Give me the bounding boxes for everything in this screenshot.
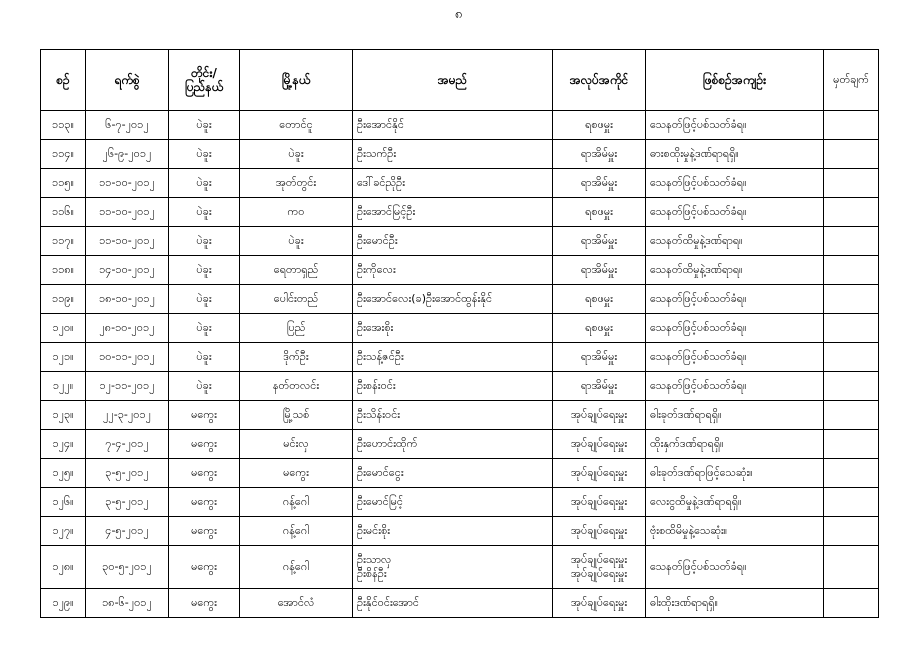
name-cell <box>353 169 553 198</box>
table-row <box>41 256 879 285</box>
township-cell: ပေါင်းတည် <box>240 285 353 314</box>
incident-cell: ဓါးထိုးဒဏ်ရာရရှိ။ <box>646 589 824 618</box>
incident-cell: သေနတ်ဖြင့်ပစ်သတ်ခံရ။ <box>646 169 824 198</box>
name-line: ဦးကိုလေး <box>357 263 396 276</box>
date-cell: ၃-၅-၂၀၁၂ <box>86 488 169 517</box>
organization-cell <box>553 343 646 372</box>
row-number: ၁၁၆။ <box>41 198 86 227</box>
table-row <box>41 227 879 256</box>
township-cell: အုတ်တွင်း <box>240 169 353 198</box>
date-cell: ၁၂-၁၁-၂၀၁၂ <box>86 372 169 401</box>
region-cell: မကွေး <box>169 589 240 618</box>
table-row <box>41 285 879 314</box>
name-line: ဦးအေးစိုး <box>357 321 394 334</box>
organization-cell <box>553 227 646 256</box>
header-region: တိုင်း/ ပြည်နယ် <box>169 50 240 111</box>
remarks-cell <box>824 517 879 546</box>
remarks-cell <box>824 343 879 372</box>
name-cell <box>353 227 553 256</box>
organization-line: ရာအိမ်မှူး <box>580 147 618 160</box>
row-number: ၁၁၇။ <box>41 227 86 256</box>
organization-line: အုပ်ချုပ်ရေးမှူး <box>570 553 628 566</box>
row-number: ၁၂၃။ <box>41 401 86 430</box>
date-cell: ၆-၇-၂၀၁၂ <box>86 111 169 140</box>
region-cell: ပဲခူး <box>169 227 240 256</box>
organization-line: အုပ်ချုပ်ရေးမှူး <box>570 596 628 609</box>
page-number: ၈ <box>454 7 463 22</box>
incident-cell: သေနတ်ဖြင့်ပစ်သတ်ခံရ။ <box>646 111 824 140</box>
table-row <box>41 314 879 343</box>
remarks-cell <box>824 430 879 459</box>
name-line: ဦးသက်ဦး <box>357 147 397 160</box>
date-cell: ၁၈-၁၀-၂၀၁၂ <box>86 285 169 314</box>
name-cell <box>353 546 553 589</box>
table-row <box>41 198 879 227</box>
region-cell: ပဲခူး <box>169 256 240 285</box>
name-line: ဦးစိန်ဦး <box>357 567 387 580</box>
organization-cell <box>553 488 646 517</box>
incident-cell: ထိုးနှက်ဒဏ်ရာရရှိ။ <box>646 430 824 459</box>
region-cell: မကွေး <box>169 459 240 488</box>
organization-line: အုပ်ချုပ်ရေးမှူး <box>570 524 628 537</box>
name-line: ဦးအောင်နိုင် <box>357 118 404 131</box>
remarks-cell <box>824 111 879 140</box>
name-line: ဦးမောင်ဦး <box>357 234 398 247</box>
name-cell <box>353 111 553 140</box>
region-cell: ပဲခူး <box>169 314 240 343</box>
organization-cell <box>553 430 646 459</box>
table-header-row <box>41 50 879 111</box>
row-number: ၁၂၂။ <box>41 372 86 401</box>
name-cell <box>353 488 553 517</box>
remarks-cell <box>824 227 879 256</box>
township-cell: ရေတာရှည် <box>240 256 353 285</box>
organization-cell <box>553 285 646 314</box>
table-row <box>41 169 879 198</box>
remarks-cell <box>824 372 879 401</box>
row-number: ၁၂၆။ <box>41 488 86 517</box>
name-line: ဦးအောင်မြင့်ဦး <box>357 205 416 218</box>
region-cell: ပဲခူး <box>169 111 240 140</box>
row-number: ၁၂၄။ <box>41 430 86 459</box>
incident-cell: သေနတ်ဖြင့်ပစ်သတ်ခံရ။ <box>646 285 824 314</box>
organization-cell <box>553 517 646 546</box>
organization-cell <box>553 546 646 589</box>
organization-cell <box>553 198 646 227</box>
name-cell <box>353 140 553 169</box>
header-organization: အလုပ်အကိုင် <box>553 50 646 111</box>
township-cell: ဂန့်ဂေါ <box>240 546 353 589</box>
name-line: ဦးဟောင်းထိုက် <box>357 437 418 450</box>
region-cell: ပဲခူး <box>169 169 240 198</box>
date-cell: ၃-၅-၂၀၁၂ <box>86 459 169 488</box>
row-number: ၁၁၃။ <box>41 111 86 140</box>
header-remarks: မှတ်ချက် <box>824 50 879 111</box>
name-line: ဦးသန့်ဇင်ဦး <box>357 350 404 363</box>
region-cell: ပဲခူး <box>169 140 240 169</box>
date-cell: ၃၀-၅-၂၀၁၂ <box>86 546 169 589</box>
organization-cell <box>553 372 646 401</box>
incident-cell: သေနတ်ဖြင့်ပစ်သတ်ခံရ။ <box>646 343 824 372</box>
row-number: ၁၂၈။ <box>41 546 86 589</box>
remarks-cell <box>824 198 879 227</box>
header-no: စဉ် <box>41 50 86 111</box>
township-cell: ပြည် <box>240 314 353 343</box>
incident-cell: သေနတ်ဖြင့်ပစ်သတ်ခံရ။ <box>646 546 824 589</box>
township-cell: တောင်ငူ <box>240 111 353 140</box>
date-cell: ၁၄-၁၀-၂၀၁၂ <box>86 256 169 285</box>
incident-register-table <box>40 49 879 618</box>
organization-cell <box>553 140 646 169</box>
township-cell: ကဝ <box>240 198 353 227</box>
remarks-cell <box>824 546 879 589</box>
row-number: ၁၂၉။ <box>41 589 86 618</box>
name-line: ဦးစန်းဝင်း <box>357 379 396 392</box>
row-number: ၁၂၁။ <box>41 343 86 372</box>
organization-cell <box>553 169 646 198</box>
region-cell: ပဲခူး <box>169 198 240 227</box>
incident-cell: သေနတ်ထိမှုနဲ့ဒဏ်ရာရ။ <box>646 227 824 256</box>
organization-line: ရာအိမ်မှူး <box>580 350 618 363</box>
row-number: ၁၁၅။ <box>41 169 86 198</box>
organization-line: ရာအိမ်မှူး <box>580 234 618 247</box>
township-cell: နတ်တလင်း <box>240 372 353 401</box>
date-cell: ၄-၅-၂၀၁၂ <box>86 517 169 546</box>
header-township: မြို့နယ် <box>240 50 353 111</box>
region-cell: မကွေး <box>169 430 240 459</box>
table-row <box>41 546 879 589</box>
incident-cell: သေနတ်ဖြင့်ပစ်သတ်ခံရ။ <box>646 314 824 343</box>
table-row <box>41 372 879 401</box>
table-row <box>41 140 879 169</box>
date-cell: ၁၁-၁၀-၂၀၁၂ <box>86 227 169 256</box>
incident-cell: လေးငွထိမှုနဲ့ဒဏ်ရာရရှိ။ <box>646 488 824 517</box>
organization-cell <box>553 589 646 618</box>
table-row <box>41 488 879 517</box>
name-line: ဦးမင်းစိုး <box>357 524 391 537</box>
name-line: ဒေါ်ခင်ညိုဦး <box>357 176 406 189</box>
remarks-cell <box>824 256 879 285</box>
region-cell: မကွေး <box>169 517 240 546</box>
name-cell <box>353 401 553 430</box>
header-date: ရက်စွဲ <box>86 50 169 111</box>
row-number: ၁၁၉။ <box>41 285 86 314</box>
table-row <box>41 589 879 618</box>
region-cell: ပဲခူး <box>169 285 240 314</box>
table-row <box>41 401 879 430</box>
organization-line: အုပ်ချုပ်ရေးမှူး <box>570 466 628 479</box>
incident-cell: ဗုံးစထိမိမှုနဲ့သေဆုံး။ <box>646 517 824 546</box>
name-cell <box>353 517 553 546</box>
organization-line: ရာအိမ်မှူး <box>580 263 618 276</box>
date-cell: ၇-၄-၂၀၁၂ <box>86 430 169 459</box>
name-line: ဦးအောင်လေး(ခ)ဦးအောင်ထွန်းနိုင် <box>357 292 493 305</box>
date-cell: ၁၁-၁၀-၂၀၁၂ <box>86 198 169 227</box>
remarks-cell <box>824 169 879 198</box>
name-cell <box>353 256 553 285</box>
township-cell: ဂန့်ဂေါ <box>240 517 353 546</box>
row-number: ၁၁၄။ <box>41 140 86 169</box>
organization-line: ရစဖမှူး <box>585 321 613 334</box>
name-line: ဦးမောင်ငွေး <box>357 466 404 479</box>
organization-line: အုပ်ချုပ်ရေးမှူး <box>570 567 628 580</box>
name-cell <box>353 314 553 343</box>
name-cell <box>353 430 553 459</box>
date-cell: ၂၈-၁၀-၂၀၁၂ <box>86 314 169 343</box>
remarks-cell <box>824 589 879 618</box>
township-cell: ပဲခူး <box>240 227 353 256</box>
name-line: ဦးသိန်းဝင်း <box>357 408 401 421</box>
organization-cell <box>553 256 646 285</box>
date-cell: ၁၀-၁၁-၂၀၁၂ <box>86 343 169 372</box>
township-cell: အောင်လံ <box>240 589 353 618</box>
township-cell: မကွေး <box>240 459 353 488</box>
region-cell: မကွေး <box>169 401 240 430</box>
remarks-cell <box>824 314 879 343</box>
header-name: အမည် <box>353 50 553 111</box>
table-body <box>41 111 879 618</box>
township-cell: မင်းလှ <box>240 430 353 459</box>
organization-line: အုပ်ချုပ်ရေးမှူး <box>570 495 628 508</box>
region-cell: မကွေး <box>169 488 240 517</box>
name-cell <box>353 198 553 227</box>
row-number: ၁၂၅။ <box>41 459 86 488</box>
incident-cell: သေနတ်ထိမှုနဲ့ဒဏ်ရာရ။ <box>646 256 824 285</box>
date-cell: ၂၂-၃-၂၀၁၂ <box>86 401 169 430</box>
organization-line: ရစဖမှူး <box>585 292 613 305</box>
row-number: ၁၁၈။ <box>41 256 86 285</box>
name-cell <box>353 372 553 401</box>
name-cell <box>353 343 553 372</box>
remarks-cell <box>824 401 879 430</box>
incident-cell: ဓားစထိုးမှုနဲ့ဒဏ်ရာရရှိ။ <box>646 140 824 169</box>
table-row <box>41 343 879 372</box>
name-cell <box>353 285 553 314</box>
date-cell: ၂၆-၉-၂၀၁၂ <box>86 140 169 169</box>
organization-line: ရစဖမှူး <box>585 205 613 218</box>
header-incident: ဖြစ်စဉ်အကျဉ်း <box>646 50 824 111</box>
region-cell: မကွေး <box>169 546 240 589</box>
organization-cell <box>553 459 646 488</box>
row-number: ၁၂၇။ <box>41 517 86 546</box>
organization-line: ရာအိမ်မှူး <box>580 379 618 392</box>
organization-line: အုပ်ချုပ်ရေးမှူး <box>570 408 628 421</box>
name-cell <box>353 459 553 488</box>
name-cell <box>353 589 553 618</box>
organization-cell <box>553 314 646 343</box>
township-cell: ဂန့်ဂေါ <box>240 488 353 517</box>
incident-cell: သေနတ်ဖြင့်ပစ်သတ်ခံရ။ <box>646 372 824 401</box>
township-cell: မြို့သစ် <box>240 401 353 430</box>
name-line: ဦးနိုင်ဝင်းအောင် <box>357 596 420 609</box>
township-cell: ဒိုက်ဦး <box>240 343 353 372</box>
township-cell: ပဲခူး <box>240 140 353 169</box>
remarks-cell <box>824 285 879 314</box>
incident-cell: ဓါးခုတ်ဒဏ်ရာရရှိ။ <box>646 401 824 430</box>
organization-line: ရာအိမ်မှူး <box>580 176 618 189</box>
date-cell: ၁၁-၁၀-၂၀၁၂ <box>86 169 169 198</box>
organization-cell <box>553 111 646 140</box>
name-line: ဦးမောင်မြင့် <box>357 495 404 508</box>
region-cell: ပဲခူး <box>169 372 240 401</box>
region-cell: ပဲခူး <box>169 343 240 372</box>
table-row <box>41 459 879 488</box>
remarks-cell <box>824 140 879 169</box>
organization-line: ရစဖမှူး <box>585 118 613 131</box>
table-row <box>41 111 879 140</box>
incident-cell: သေနတ်ဖြင့်ပစ်သတ်ခံရ။ <box>646 198 824 227</box>
table-row <box>41 517 879 546</box>
organization-cell <box>553 401 646 430</box>
table-row <box>41 430 879 459</box>
organization-line: အုပ်ချုပ်ရေးမှူး <box>570 437 628 450</box>
row-number: ၁၂၀။ <box>41 314 86 343</box>
name-line: ဦးသာလှ <box>357 553 392 566</box>
date-cell: ၁၈-၆-၂၀၁၂ <box>86 589 169 618</box>
remarks-cell <box>824 459 879 488</box>
incident-cell: ဓါးခုတ်ဒဏ်ရာဖြင့်သေဆုံး။ <box>646 459 824 488</box>
remarks-cell <box>824 488 879 517</box>
